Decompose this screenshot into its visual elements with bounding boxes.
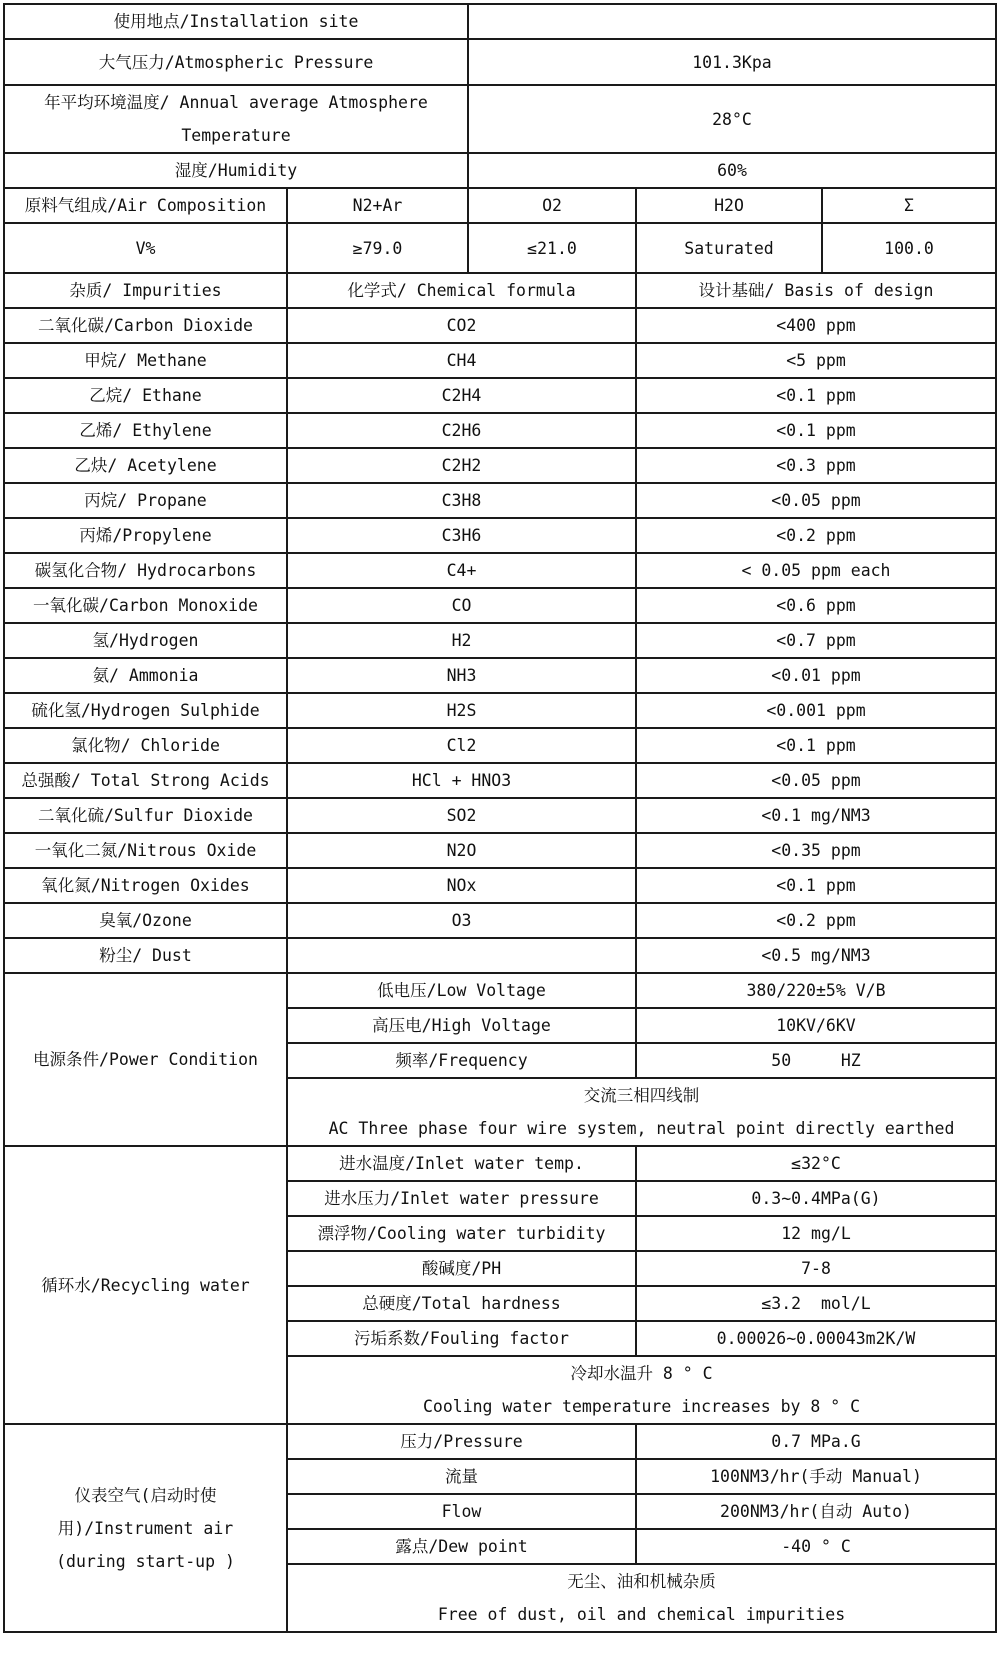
table-row [4,693,996,728]
air-row [4,1424,996,1459]
impurity-formula: HCl + HNO3 [287,763,636,798]
water-inlet-pressure-label: 进水压力/Inlet water pressure [287,1181,636,1216]
impurity-name: 二氧化硫/Sulfur Dioxide [4,798,287,833]
water-note-cn: 冷却水温升 8 ° C [570,1364,713,1383]
water-inlet-temp-value: ≤32°C [636,1146,996,1181]
site-label: 使用地点/Installation site [4,4,468,39]
air-flow-manual: 100NM3/hr(手动 Manual) [636,1459,996,1494]
instrument-air-label: 仪表空气(启动时使用)/Instrument air (during start-up ) [4,1424,287,1632]
impurity-formula: NH3 [287,658,636,693]
table-row [4,343,996,378]
impurity-basis: <0.2 ppm [636,518,996,553]
water-inlet-temp-label: 进水温度/Inlet water temp. [287,1146,636,1181]
power-note-cn: 交流三相四线制 [583,1086,700,1105]
impurity-basis: <0.2 ppm [636,903,996,938]
water-ph-value: 7-8 [636,1251,996,1286]
air-note-en: Free of dust, oil and chemical impurities [437,1605,846,1624]
impurities-header-formula: 化学式/ Chemical formula [287,273,636,308]
temperature-row [4,85,996,153]
impurity-name: 二氧化碳/Carbon Dioxide [4,308,287,343]
water-inlet-pressure-value: 0.3~0.4MPa(G) [636,1181,996,1216]
impurity-formula: C2H4 [287,378,636,413]
pressure-row [4,39,996,85]
water-note-en: Cooling water temperature increases by 8 ° C [422,1397,861,1416]
impurity-name: 乙烯/ Ethylene [4,413,287,448]
air-flow-label-en: Flow [287,1494,636,1529]
impurity-name: 乙烷/ Ethane [4,378,287,413]
impurity-basis: <0.1 mg/NM3 [636,798,996,833]
impurity-name: 氧化氮/Nitrogen Oxides [4,868,287,903]
impurity-name: 总强酸/ Total Strong Acids [4,763,287,798]
air-dew-label: 露点/Dew point [287,1529,636,1564]
component-sum: Σ [822,188,996,223]
table-row [4,623,996,658]
impurity-formula: CO2 [287,308,636,343]
impurity-formula: N2O [287,833,636,868]
impurity-basis: <5 ppm [636,343,996,378]
impurity-basis: <0.35 ppm [636,833,996,868]
water-label: 循环水/Recycling water [4,1146,287,1424]
impurity-formula: Cl2 [287,728,636,763]
power-frequency-value: 50 HZ [636,1043,996,1078]
site-row [4,4,996,39]
impurity-name: 一氧化二氮/Nitrous Oxide [4,833,287,868]
power-note [287,1078,996,1146]
impurity-basis: <0.6 ppm [636,588,996,623]
air-pressure-value: 0.7 MPa.G [636,1424,996,1459]
power-row [4,973,996,1008]
temperature-label: 年平均环境温度/ Annual average Atmosphere Temperature [4,85,468,153]
impurity-formula: C2H2 [287,448,636,483]
impurity-rows [4,308,996,973]
air-note-cn: 无尘、油和机械杂质 [567,1572,716,1591]
impurity-formula: H2 [287,623,636,658]
value-o2: ≤21.0 [468,223,636,273]
impurity-formula: SO2 [287,798,636,833]
power-frequency-label: 频率/Frequency [287,1043,636,1078]
impurity-name: 氢/Hydrogen [4,623,287,658]
impurity-basis: <0.1 ppm [636,413,996,448]
power-label: 电源条件/Power Condition [4,973,287,1146]
water-ph-label: 酸碱度/PH [287,1251,636,1286]
value-h2o: Saturated [636,223,822,273]
table-row [4,308,996,343]
table-row [4,518,996,553]
power-high-voltage-value: 10KV/6KV [636,1008,996,1043]
water-row [4,1146,996,1181]
impurity-basis: <0.05 ppm [636,763,996,798]
table-row [4,903,996,938]
temperature-value: 28°C [468,85,996,153]
impurity-name: 丙烷/ Propane [4,483,287,518]
water-fouling-value: 0.00026~0.00043m2K/W [636,1321,996,1356]
impurity-formula: NOx [287,868,636,903]
impurity-formula: C3H6 [287,518,636,553]
impurity-name: 乙炔/ Acetylene [4,448,287,483]
impurity-name: 甲烷/ Methane [4,343,287,378]
impurity-formula: CH4 [287,343,636,378]
pressure-label: 大气压力/Atmospheric Pressure [4,39,468,85]
value-n2ar: ≥79.0 [287,223,468,273]
impurities-header-name: 杂质/ Impurities [4,273,287,308]
water-hardness-value: ≤3.2 mol/L [636,1286,996,1321]
table-row [4,588,996,623]
unit-label: V% [4,223,287,273]
impurity-formula: H2S [287,693,636,728]
water-note [287,1356,996,1424]
impurity-basis: <0.1 ppm [636,728,996,763]
impurity-name: 碳氢化合物/ Hydrocarbons [4,553,287,588]
impurity-basis: <0.5 mg/NM3 [636,938,996,973]
impurity-name: 臭氧/Ozone [4,903,287,938]
pressure-value: 101.3Kpa [468,39,996,85]
water-hardness-label: 总硬度/Total hardness [287,1286,636,1321]
impurity-basis: <0.001 ppm [636,693,996,728]
table-row [4,413,996,448]
table-row [4,833,996,868]
water-turbidity-label: 漂浮物/Cooling water turbidity [287,1216,636,1251]
air-flow-label-cn: 流量 [287,1459,636,1494]
table-row [4,868,996,903]
impurity-basis: < 0.05 ppm each [636,553,996,588]
impurity-basis: <0.7 ppm [636,623,996,658]
water-fouling-label: 污垢系数/Fouling factor [287,1321,636,1356]
impurity-basis: <0.1 ppm [636,378,996,413]
humidity-label: 湿度/Humidity [4,153,468,188]
component-o2: O2 [468,188,636,223]
specification-table [3,3,997,1633]
table-row [4,483,996,518]
humidity-row [4,153,996,188]
power-low-voltage-value: 380/220±5% V/Β [636,973,996,1008]
component-h2o: H2O [636,188,822,223]
water-turbidity-value: 12 mg/L [636,1216,996,1251]
impurity-formula: O3 [287,903,636,938]
humidity-value: 60% [468,153,996,188]
impurity-formula: C3H8 [287,483,636,518]
power-high-voltage-label: 高压电/High Voltage [287,1008,636,1043]
power-low-voltage-label: 低电压/Low Voltage [287,973,636,1008]
site-value [468,4,996,39]
air-pressure-label: 压力/Pressure [287,1424,636,1459]
impurity-basis: <0.05 ppm [636,483,996,518]
table-row [4,763,996,798]
table-row [4,798,996,833]
power-note-en: AC Three phase four wire system, neutral point directly earthed [328,1119,955,1138]
air-composition-values-row [4,223,996,273]
air-flow-auto: 200NM3/hr(自动 Auto) [636,1494,996,1529]
component-n2ar: N2+Ar [287,188,468,223]
table-row [4,938,996,973]
air-composition-label: 原料气组成/Air Composition [4,188,287,223]
impurity-formula [287,938,636,973]
impurity-name: 硫化氢/Hydrogen Sulphide [4,693,287,728]
air-note [287,1564,996,1632]
impurity-name: 一氧化碳/Carbon Monoxide [4,588,287,623]
impurities-header-basis: 设计基础/ Basis of design [636,273,996,308]
value-sum: 100.0 [822,223,996,273]
impurity-basis: <0.01 ppm [636,658,996,693]
impurities-header-row [4,273,996,308]
impurity-name: 氯化物/ Chloride [4,728,287,763]
impurity-basis: <400 ppm [636,308,996,343]
air-composition-row [4,188,996,223]
impurity-name: 氨/ Ammonia [4,658,287,693]
table-row [4,448,996,483]
impurity-formula: CO [287,588,636,623]
table-row [4,553,996,588]
impurity-formula: C2H6 [287,413,636,448]
table-row [4,658,996,693]
air-dew-value: -40 ° C [636,1529,996,1564]
table-row [4,378,996,413]
table-row [4,728,996,763]
impurity-name: 粉尘/ Dust [4,938,287,973]
impurity-name: 丙烯/Propylene [4,518,287,553]
impurity-basis: <0.3 ppm [636,448,996,483]
impurity-formula: C4+ [287,553,636,588]
impurity-basis: <0.1 ppm [636,868,996,903]
